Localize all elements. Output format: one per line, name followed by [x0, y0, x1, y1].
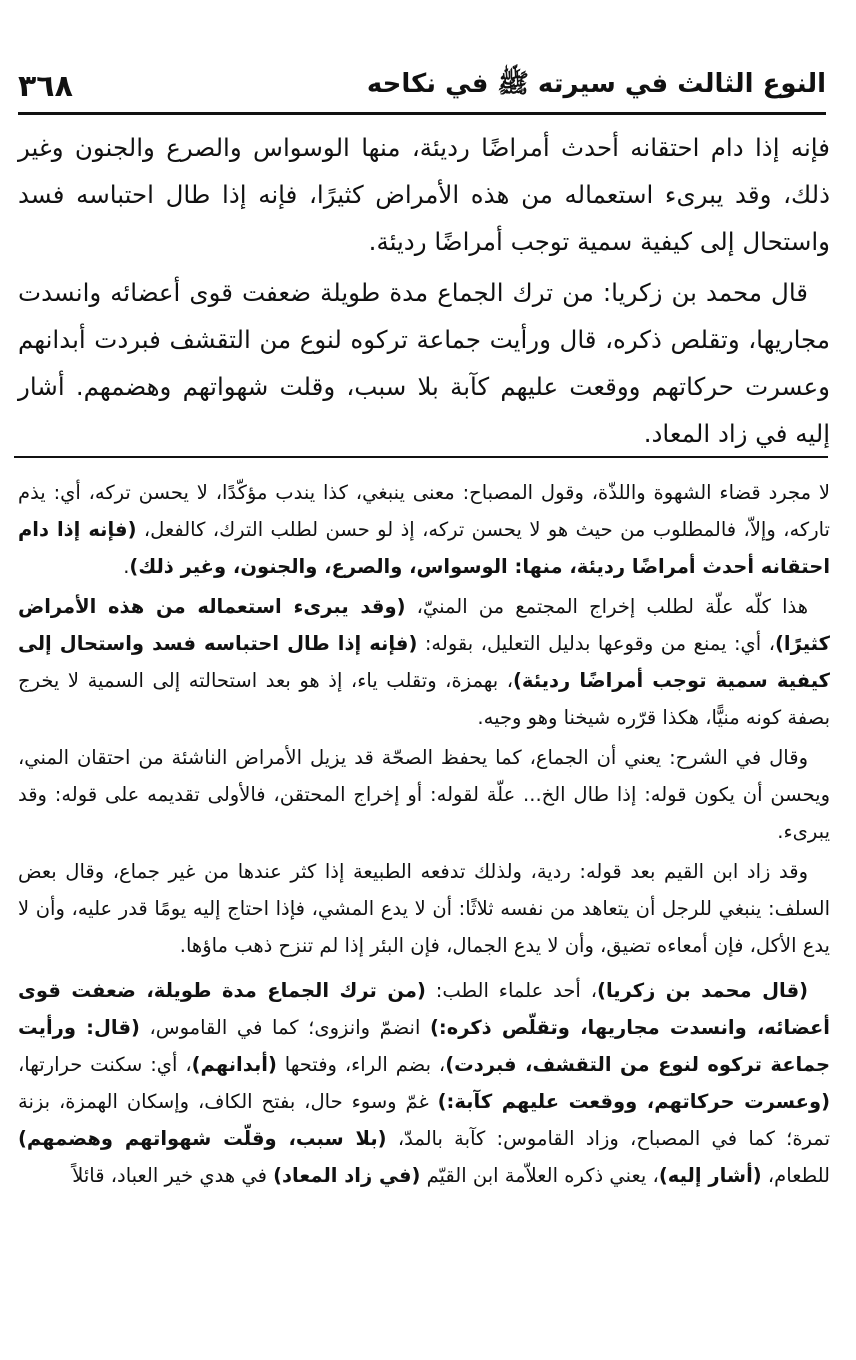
commentary-text: هذا كلّه علّة لطلب إخراج المجتمع من المنيّ،: [405, 595, 808, 618]
quoted-text: (بلا سبب، وقلّت شهواتهم وهضمهم): [18, 1127, 387, 1150]
page-number: ٣٦٨: [18, 68, 73, 104]
quoted-text: (قال محمد بن زكريا): [597, 979, 809, 1002]
commentary-text: ، أي: سكنت حرارتها،: [18, 1053, 192, 1076]
commentary-paragraph-3: وقال في الشرح: يعني أن الجماع، كما يحفظ الصحّة قد يزيل الأمراض الناشئة من احتقان المني، ويحسن أن يكون قوله: إذا طال الخ... علّة لقوله: أو إخراج المحتقن، فالأولى تقديمه على قوله: وقد يبرىء.: [18, 746, 830, 843]
quoted-text: (فإنه إذا دام احتقانه أحدث أمراضًا رديئة، منها: الوسواس، والصرع، والجنون، وغير ذلك): [18, 518, 830, 578]
commentary-text: للطعام،: [761, 1164, 830, 1187]
quoted-text: (وقد يبرىء استعماله من هذه الأمراض كثيرًا): [18, 595, 830, 655]
commentary-paragraph-5: [18, 972, 830, 1194]
commentary-text: ، أي: يمنع من وقوعها بدليل التعليل، بقوله:: [417, 632, 775, 655]
commentary-text: .: [123, 555, 130, 578]
commentary-text: لا مجرد قضاء الشهوة واللذّة، وقول المصباح: معنى ينبغي، كذا يندب مؤكّدًا، لا يحسن تركه، أي: يذم تاركه، وإلاّ، فالمطلوب من حيث هو لا يحسن تركه، إذ لو حسن لطلب الترك، كالفعل،: [18, 481, 830, 541]
quoted-text: (في زاد المعاد): [273, 1164, 421, 1187]
commentary-text: انضمّ وانزوى؛ كما في القاموس،: [139, 1016, 430, 1039]
commentary-text: ، بهمزة، وتقلب ياء، إذ هو بعد استحالته إلى السمية لا يخرج بصفة كونه منيًّا، هكذا قرّره شيخنا وهو وجيه.: [18, 669, 830, 729]
commentary: [18, 474, 830, 1197]
commentary-text: غمّ وسوء حال، بفتح الكاف، وإسكان الهمزة، بزنة تمرة؛ كما في المصباح، وزاد القاموس: كآبة بالمدّ،: [18, 1090, 831, 1150]
commentary-divider: [14, 456, 828, 458]
quoted-text: (فإنه إذا طال احتباسه فسد واستحال إلى كيفية سمية توجب أمراضًا رديئة): [18, 632, 830, 692]
commentary-paragraph-4: وقد زاد ابن القيم بعد قوله: ردية، ولذلك تدفعه الطبيعة إذا كثر عندها من غير جماع، وقال بعض السلف: ينبغي للرجل أن يتعاهد من نفسه ثلاثًا: أن لا يدع المشي، فإذا احتاج إليه يومًا قدر عليه، وأن لا يدع الأكل، فإن أمعاءه تضيق، وأن لا يدع الجمال، فإن البئر إذا لم تنزح ذهب ماؤها.: [18, 860, 830, 957]
commentary-text: ، بضم الراء، وفتحها: [276, 1053, 446, 1076]
page-header: [18, 60, 826, 112]
running-header-title: النوع الثالث في سيرته ﷺ في نكاحه: [366, 69, 826, 99]
quoted-text: (وعسرت حركاتهم، ووقعت عليهم كآبة:): [437, 1090, 830, 1113]
commentary-text: في هدي خير العباد، قائلاً: [72, 1164, 274, 1187]
commentary-paragraph-2: [18, 588, 830, 736]
commentary-text: ، أحد علماء الطب:: [425, 979, 598, 1002]
quoted-text: (أشار إليه): [658, 1164, 762, 1187]
main-paragraph-2: قال محمد بن زكريا: من ترك الجماع مدة طويلة ضعفت قوى أعضائه وانسدت مجاريها، وتقلص ذكره، قال ورأيت جماعة تركوه لنوع من التقشف فبردت أبدانهم وعسرت حركاتهم ووقعت عليهم كآبة بلا سبب، وقلت شهواتهم وهضمهم. أشار إليه في زاد المعاد.: [18, 278, 830, 448]
main-paragraph-1: فإنه إذا دام احتقانه أحدث أمراضًا رديئة، منها الوسواس والصرع والجنون وغير ذلك، وقد يبرىء استعماله من هذه الأمراض كثيرًا، فإنه إذا طال احتباسه فسد واستحال إلى كيفية سمية توجب أمراضًا رديئة.: [18, 133, 830, 256]
main-text: [18, 124, 830, 461]
commentary-paragraph-1: [18, 474, 830, 585]
quoted-text: (أبدانهم): [191, 1053, 277, 1076]
commentary-text: ، يعني ذكره العلاّمة ابن القيّم: [420, 1164, 659, 1187]
quoted-text: (قال: ورأيت جماعة تركوه لنوع من التقشف، فبردت): [18, 1016, 830, 1076]
header-divider: [18, 112, 826, 115]
quoted-text: (من ترك الجماع مدة طويلة، ضعفت قوى أعضائه، وانسدت مجاريها، وتقلّص ذكره:): [18, 979, 830, 1039]
